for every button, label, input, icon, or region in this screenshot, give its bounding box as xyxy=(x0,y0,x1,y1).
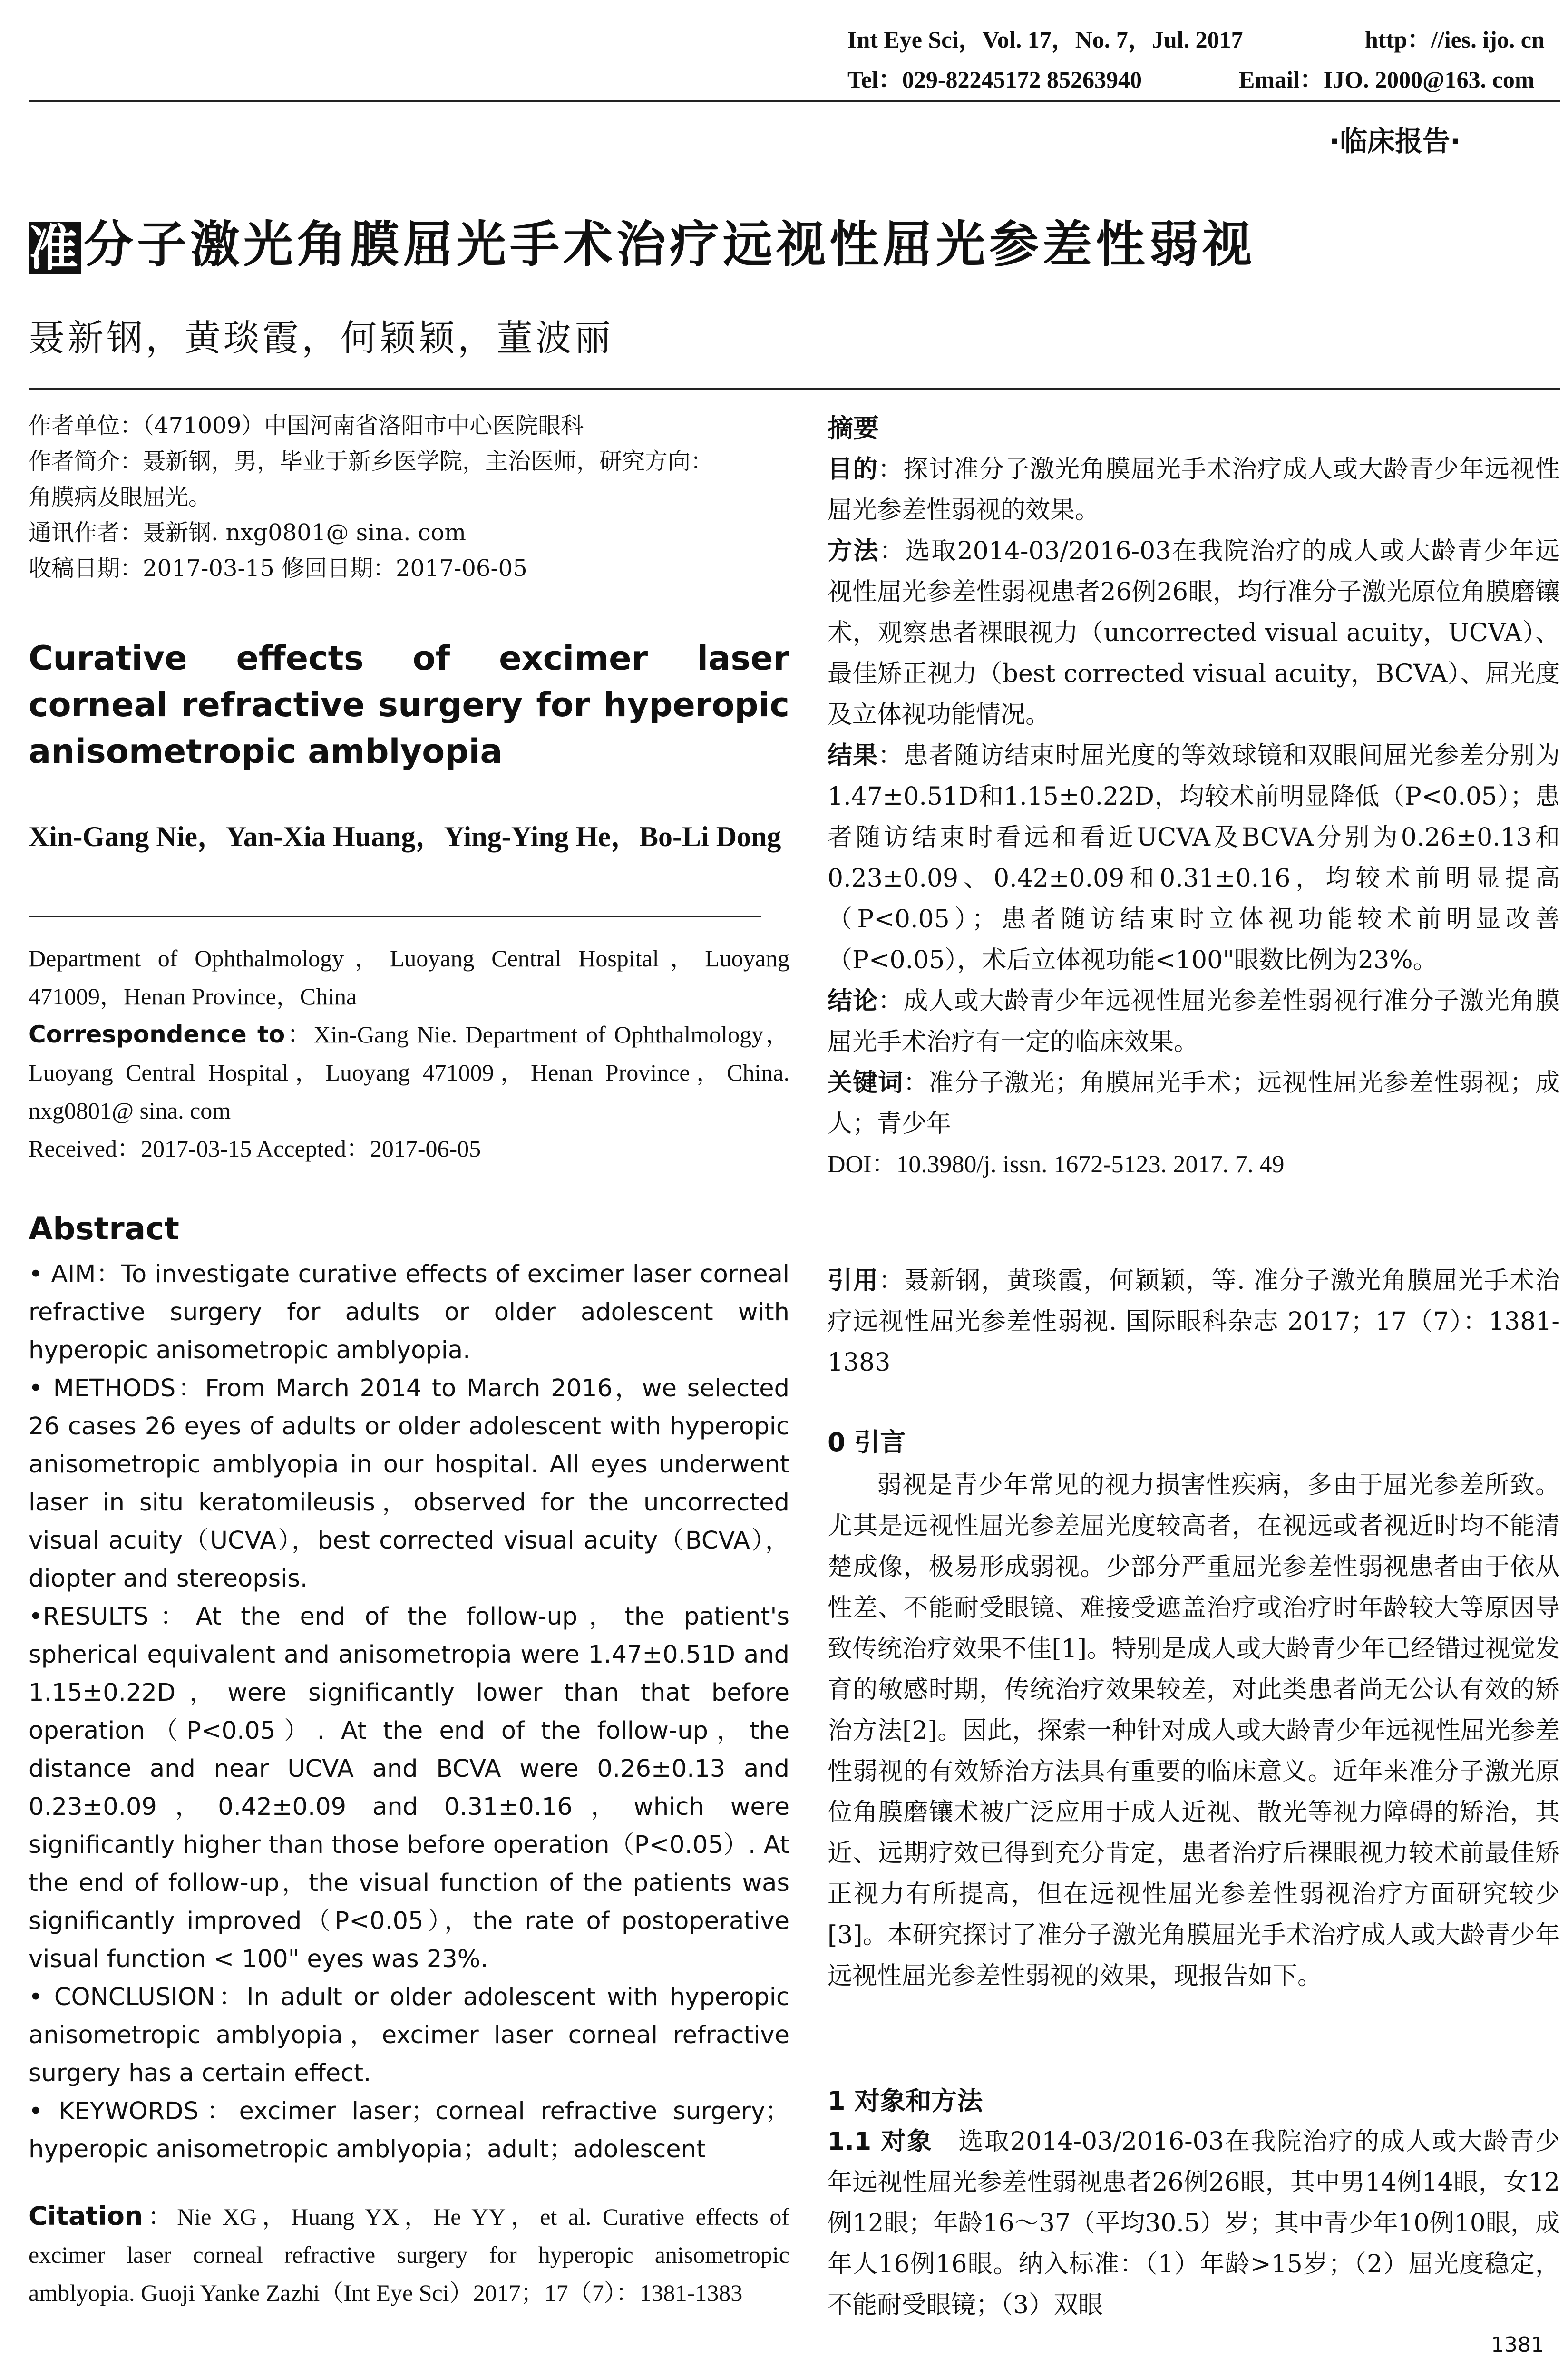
page-title xyxy=(29,205,1256,276)
intro-body xyxy=(828,1465,1560,1997)
intro-paragraph: 弱视是青少年常见的视力损害性疾病，多由于屈光参差所致。尤其是远视性屈光参差屈光度较高者，在视远或者视近时均不能清楚成像，极易形成弱视。少部分严重屈光参差性弱视患者由于依从性差、不能耐受眼镜、难接受遮盖治疗或治疗时年龄较大等原因导致传统治疗效果不佳[1]。特别是成人或大龄青少年已经错过视觉发育的敏感时期，传统治疗效果较差，对此类患者尚无公认有效的矫治方法[2]。因此，探索一种针对成人或大龄青少年远视性屈光参差性弱视的有效矫治方法具有重要的临床意义。近年来准分子激光原位角膜磨镶术被广泛应用于成人近视、散光等视力障碍的矫治，其近、远期疗效已得到充分肯定，患者治疗后裸眼视力较术前最佳矫正视力有所提高，但在远视性屈光参差性弱视治疗方面研究较少[3]。本研究探讨了准分子激光角膜屈光手术治疗成人或大龄青少年远视性屈光参差性弱视的效果，现报告如下。 xyxy=(828,1471,1560,1990)
keywords-label: • KEYWORDS xyxy=(29,2097,199,2125)
cn-keywords xyxy=(828,1062,1560,1144)
abstract-keywords xyxy=(29,2093,789,2169)
correspondence-text: ：Xin-Gang Nie. Department of Ophthalmology，Luoyang Central Hospital，Luoyang 471009，Henan Province，China. nxg0801@ sina. com xyxy=(29,1021,790,1124)
conclusion-text: ：In adult or older adolescent with hyperopic anisometropic amblyopia，excimer laser corneal refractive surgery has a certain effect. xyxy=(29,1983,789,2087)
cn-conclusion-text: ：成人或大龄青少年远视性屈光参差性弱视行准分子激光角膜屈光手术治疗有一定的临床效果。 xyxy=(828,987,1560,1056)
english-affiliation xyxy=(29,939,789,1168)
citation-cn-text: ：聂新钢，黄琰霞，何颖颖，等. 准分子激光角膜屈光手术治疗远视性屈光参差性弱视. 国际眼科杂志 2017；17（7）：1381-1383 xyxy=(828,1266,1560,1377)
received-dates: Received：2017-03-15 Accepted：2017-06-05 xyxy=(29,1135,481,1162)
citation-cn-label: 引用 xyxy=(828,1266,879,1295)
author-info xyxy=(29,408,789,586)
english-title: Curative effects of excimer laser corneal refractive surgery for hyperopic anisometropic amblyopia xyxy=(29,639,789,771)
citation-en xyxy=(29,2197,789,2312)
english-rule xyxy=(29,916,761,917)
info-line: 角膜病及眼屈光。 xyxy=(29,484,212,510)
methods-text: ：From March 2014 to March 2016，we selected 26 cases 26 eyes of adults or older adolescent with hyperopic anisometropic amblyopia in our hospital. All eyes underwent laser in situ keratomileusis，observed for the uncorrected visual acuity（UCVA），best corrected visual acuity（BCVA），diopter and stereopsis. xyxy=(29,1374,789,1593)
info-line: 作者单位：（471009）中国河南省洛阳市中心医院眼科 xyxy=(29,412,584,439)
methods-sub-label: 1.1 对象 xyxy=(828,2127,933,2156)
cn-methods xyxy=(828,531,1560,735)
journal-email: Email：IJO. 2000@163. com xyxy=(1239,66,1535,93)
doi: DOI：10.3980/j. issn. 1672-5123. 2017. 7. 49 xyxy=(828,1151,1285,1178)
citation-en-text: ：Nie XG，Huang YX，He YY，et al. Curative effects of excimer laser corneal refractive surgery for hyperopic anisometropic amblyopia. Guoji Yanke Zazhi（Int Eye Sci）2017；17（7）：1381-1383 xyxy=(29,2203,789,2306)
cn-methods-text: ：选取2014-03/2016-03在我院治疗的成人或大龄青少年远视性屈光参差性弱视患者26例26眼，均行准分子激光原位角膜磨镶术，观察患者裸眼视力（uncorrected visual acuity，UCVA）、最佳矫正视力（best corrected visual acuity，BCVA）、屈光度及立体视功能情况。 xyxy=(828,537,1560,729)
authors-cn: 聂新钢，黄琰霞，何颖颖，董波丽 xyxy=(29,317,614,359)
correspondence-label: Correspondence to xyxy=(29,1021,285,1048)
cn-results-label: 结果 xyxy=(828,741,878,770)
cn-aim-label: 目的 xyxy=(828,455,878,484)
abstract-aim xyxy=(29,1256,789,1370)
correspondence xyxy=(29,1015,789,1130)
conclusion-label: • CONCLUSION xyxy=(29,1983,215,2011)
methods-heading: 1 对象和方法 xyxy=(828,2086,983,2116)
title-first-char: 准 xyxy=(29,219,82,277)
citation-en-para xyxy=(29,2197,789,2312)
header-rule xyxy=(29,100,1560,102)
journal-tel: Tel：029-82245172 85263940 xyxy=(847,66,1142,93)
journal-info: Int Eye Sci，Vol. 17，No. 7，Jul. 2017 xyxy=(847,26,1243,53)
title-rule xyxy=(29,388,1560,390)
cn-methods-label: 方法 xyxy=(828,537,880,565)
abstract-conclusion xyxy=(29,1978,789,2093)
cn-aim xyxy=(828,449,1560,531)
department: Department of Ophthalmology，Luoyang Central Hospital，Luoyang 471009，Henan Province，China xyxy=(29,945,789,1010)
keywords-text: ：excimer laser；corneal refractive surgery；hyperopic anisometropic amblyopia；adult；adolescent xyxy=(29,2097,790,2163)
cn-keywords-label: 关键词 xyxy=(828,1069,904,1097)
journal-url: http：//ies. ijo. cn xyxy=(1365,26,1545,53)
results-text: ：At the end of the follow-up，the patient's spherical equivalent and anisometropia were 1.47±0.51D and 1.15±0.22D，were significantly lower than that before operation（P<0.05）. At the end of the follow-up，the distance and near UCVA and BCVA were 0.26±0.13 and 0.23±0.09，0.42±0.09 and 0.31±0.16，which were significantly higher than those before operation（P<0.05）. At the end of follow-up，the visual function of the patients was significantly improved（P<0.05），the rate of postoperative visual function < 100" eyes was 23%. xyxy=(29,1603,789,1973)
abstract-en-body xyxy=(29,1256,789,2169)
abstract-methods xyxy=(29,1370,789,1598)
citation-en-label: Citation xyxy=(29,2201,143,2231)
abstract-heading: Abstract xyxy=(29,1210,179,1247)
cn-keywords-text: ：准分子激光；角膜屈光手术；远视性屈光参差性弱视；成人；青少年 xyxy=(828,1069,1560,1138)
cn-conclusion xyxy=(828,981,1560,1062)
cn-conclusion-label: 结论 xyxy=(828,987,878,1015)
aim-text: ：To investigate curative effects of excimer laser corneal refractive surgery for adults or older adolescent with hyperopic anisometropic amblyopia. xyxy=(29,1260,789,1364)
abstract-cn-heading: 摘要 xyxy=(828,413,879,443)
title-rest: 分子激光角膜屈光手术治疗远视性屈光参差性弱视 xyxy=(84,215,1256,273)
abstract-results xyxy=(29,1598,789,1978)
intro-heading: 0 引言 xyxy=(828,1427,906,1457)
info-line: 收稿日期：2017-03-15 修回日期：2017-06-05 xyxy=(29,555,527,582)
cn-results-text: ：患者随访结束时屈光度的等效球镜和双眼间屈光参差分别为1.47±0.51D和1.15±0.22D，均较术前明显降低（P<0.05）；患者随访结束时看远和看近UCVA及BCVA分别为0.26±0.13和0.23±0.09、0.42±0.09和0.31±0.16，均较术前明显提高（P<0.05）；患者随访结束时立体视功能较术前明显改善（P<0.05），术后立体视功能<100"眼数比例为23%。 xyxy=(828,741,1560,974)
cn-aim-text: ：探讨准分子激光角膜屈光手术治疗成人或大龄青少年远视性屈光参差性弱视的效果。 xyxy=(828,455,1560,525)
methods-paragraph xyxy=(828,2121,1560,2326)
info-line: 作者简介：聂新钢，男，毕业于新乡医学院，主治医师，研究方向： xyxy=(29,448,714,475)
citation-cn-para xyxy=(828,1260,1560,1383)
section-tag: ·临床报告· xyxy=(1329,125,1461,157)
citation-cn xyxy=(828,1260,1560,1383)
results-label: •RESULTS xyxy=(29,1603,149,1631)
english-authors: Xin-Gang Nie，Yan-Xia Huang，Ying-Ying He，Bo-Li Dong xyxy=(29,821,781,852)
aim-label: • AIM xyxy=(29,1260,96,1288)
methods-text: 选取2014-03/2016-03在我院治疗的成人或大龄青少年远视性屈光参差性弱视患者26例26眼，其中男14例14眼，女12例12眼；年龄16～37（平均30.5）岁；其中青少年10例10眼，成年人16例16眼。纳入标准：（1）年龄>15岁；（2）屈光度稳定，不能耐受眼镜；（3）双眼 xyxy=(828,2127,1560,2319)
info-line: 通讯作者：聂新钢. nxg0801@ sina. com xyxy=(29,519,466,546)
page-number: 1381 xyxy=(1491,2333,1544,2357)
methods-body xyxy=(828,2121,1560,2326)
abstract-cn xyxy=(828,408,1560,1185)
cn-results xyxy=(828,735,1560,981)
methods-label: • METHODS xyxy=(29,1374,176,1403)
